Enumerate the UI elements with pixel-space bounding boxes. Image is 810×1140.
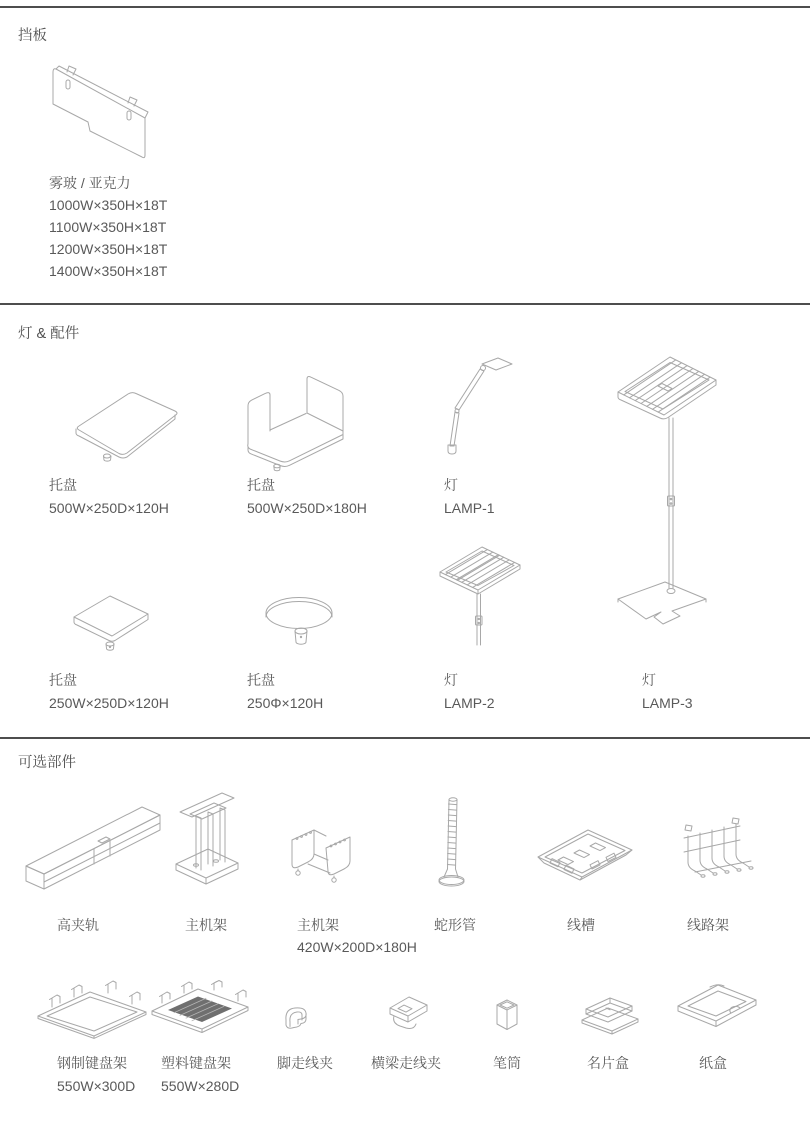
product-spec: 420W×200D×180H <box>297 939 417 955</box>
section-title-lamps: 灯 & 配件 <box>18 326 80 342</box>
tray-walled-drawing <box>242 368 354 464</box>
product-name: 灯 <box>444 672 458 688</box>
divider-section-2 <box>0 303 810 305</box>
product-name: 线路架 <box>687 917 729 933</box>
section-title-baffle: 挡板 <box>18 28 47 44</box>
product-spec: 550W×280D <box>161 1078 240 1094</box>
product-name: 主机架 <box>297 917 339 933</box>
pen-holder-drawing <box>492 996 522 1034</box>
product-name: 名片盒 <box>587 1055 629 1071</box>
card-box-drawing <box>578 994 642 1034</box>
divider-top <box>0 6 810 8</box>
product-spec: LAMP-1 <box>444 500 495 516</box>
cpu-holder-vertical-drawing <box>168 790 244 890</box>
cable-duct-drawing <box>534 822 638 890</box>
clamp-rail-drawing <box>18 794 170 900</box>
product-spec: LAMP-2 <box>444 695 495 711</box>
tray-flat-drawing <box>70 384 188 464</box>
lamp-2-drawing <box>436 540 524 652</box>
lamp-1-drawing <box>436 356 516 458</box>
product-name: 托盘 <box>247 672 275 688</box>
cable-spine-drawing <box>436 794 468 892</box>
lamp-3-drawing <box>610 348 722 632</box>
product-name: 塑料键盘架 <box>161 1055 231 1071</box>
foot-cable-clip-drawing <box>280 1000 314 1034</box>
product-name: 蛇形管 <box>434 917 476 933</box>
cpu-holder-bracket-drawing <box>288 824 360 890</box>
wire-rack-drawing <box>670 816 758 890</box>
product-name: 托盘 <box>49 477 77 493</box>
divider-section-3 <box>0 737 810 739</box>
product-spec: LAMP-3 <box>642 695 693 711</box>
product-spec: 250Φ×120H <box>247 695 324 711</box>
product-spec: 550W×300D <box>57 1078 136 1094</box>
baffle-spec: 1400W×350H×18T <box>49 263 168 279</box>
product-name: 托盘 <box>247 477 275 493</box>
product-name: 灯 <box>642 672 656 688</box>
product-name: 托盘 <box>49 672 77 688</box>
product-name: 钢制键盘架 <box>57 1055 127 1071</box>
baffle-spec: 1100W×350H×18T <box>49 219 167 235</box>
product-name: 灯 <box>444 477 458 493</box>
product-name: 纸盒 <box>699 1055 727 1071</box>
tray-round-drawing <box>262 592 336 654</box>
paper-tray-drawing <box>674 978 760 1034</box>
product-name: 主机架 <box>185 917 227 933</box>
baffle-panel-drawing <box>42 60 162 168</box>
product-spec: 500W×250D×180H <box>247 500 367 516</box>
steel-keyboard-tray-drawing <box>34 980 150 1038</box>
baffle-spec: 1000W×350H×18T <box>49 197 168 213</box>
product-name: 高夹轨 <box>57 917 99 933</box>
product-name: 线槽 <box>567 917 595 933</box>
product-name: 笔筒 <box>493 1055 521 1071</box>
product-name: 横梁走线夹 <box>371 1055 441 1071</box>
baffle-material: 雾玻 / 亚克力 <box>49 175 131 191</box>
product-name: 脚走线夹 <box>277 1055 333 1071</box>
tray-square-drawing <box>68 586 156 656</box>
beam-cable-clip-drawing <box>384 990 432 1032</box>
product-spec: 250W×250D×120H <box>49 695 169 711</box>
plastic-keyboard-tray-drawing <box>148 980 252 1036</box>
section-title-optional: 可选部件 <box>18 755 76 771</box>
product-spec: 500W×250D×120H <box>49 500 169 516</box>
baffle-spec: 1200W×350H×18T <box>49 241 168 257</box>
